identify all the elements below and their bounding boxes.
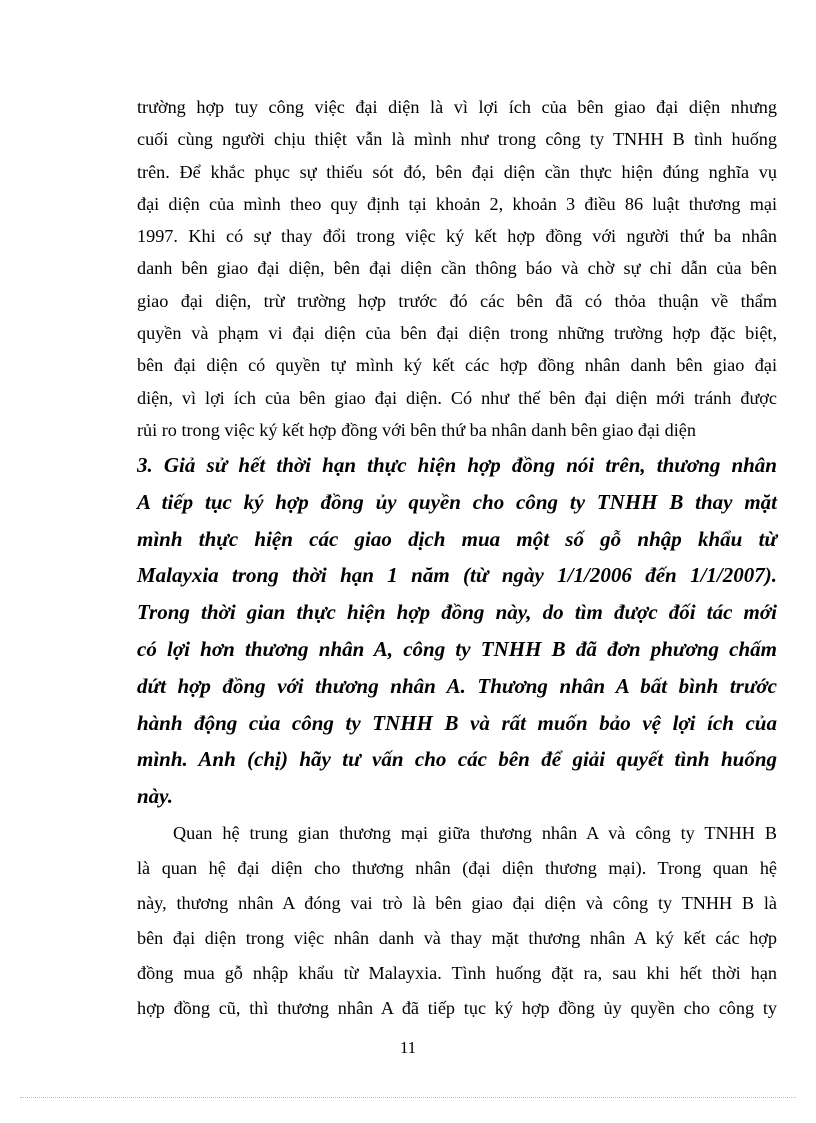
question-line: A tiếp tục ký hợp đồng ủy quyền cho công ty TNHH B thay mặt (137, 489, 777, 514)
text-line: trên. Để khắc phục sự thiếu sót đó, bên đại diện cần thực hiện đúng nghĩa vụ (137, 161, 777, 182)
text-line: bên đại diện có quyền tự mình ký kết các hợp đồng nhân danh bên giao đại (137, 355, 777, 376)
question-line: Trong thời gian thực hiện hợp đồng này, do tìm được đối tác mới (137, 600, 777, 625)
body-paragraph (137, 91, 777, 446)
text-line: là quan hệ đại diện cho thương nhân (đại diện thương mại). Trong quan hệ (137, 858, 777, 878)
question-line: có lợi hơn thương nhân A, công ty TNHH B đã đơn phương chấm (137, 636, 777, 661)
question-line: mình thực hiện các giao dịch mua một số gỗ nhập khẩu từ (137, 526, 777, 551)
text-line: Quan hệ trung gian thương mại giữa thương nhân A và công ty TNHH B (173, 823, 777, 843)
text-line: danh bên giao đại diện, bên đại diện cần thông báo và chờ sự chỉ dẫn của bên (137, 258, 777, 279)
text-line: này, thương nhân A đóng vai trò là bên giao đại diện và công ty TNHH B là (137, 893, 777, 913)
question-line: này. (137, 784, 173, 809)
question-heading (137, 447, 777, 815)
text-line: hợp đồng cũ, thì thương nhân A đã tiếp tục ký hợp đồng ủy quyền cho công ty (137, 998, 777, 1018)
text-line: giao đại diện, trừ trường hợp trước đó các bên đã có thỏa thuận về thẩm (137, 290, 777, 311)
question-line: mình. Anh (chị) hãy tư vấn cho các bên để giải quyết tình huống (137, 747, 777, 772)
page-number: 11 (399, 1038, 417, 1057)
page-break-divider (20, 1097, 796, 1098)
text-line: diện, vì lợi ích của bên giao đại diện. Có như thế bên đại diện mới tránh được (137, 387, 777, 408)
text-line: đồng mua gỗ nhập khẩu từ Malayxia. Tình huống đặt ra, sau khi hết thời hạn (137, 963, 777, 983)
text-line: cuối cùng người chịu thiệt vẫn là mình như trong công ty TNHH B tình huống (137, 129, 777, 150)
text-line: trường hợp tuy công việc đại diện là vì lợi ích của bên giao đại diện nhưng (137, 97, 777, 117)
question-line: dứt hợp đồng với thương nhân A. Thương nhân A bất bình trước (137, 673, 777, 698)
text-line: bên đại diện trong việc nhân danh và thay mặt thương nhân A ký kết các hợp (137, 928, 777, 948)
answer-paragraph (137, 816, 777, 1026)
text-line: đại diện của mình theo quy định tại khoản 2, khoản 3 điều 86 luật thương mại (137, 193, 777, 214)
question-line: 3. Giả sử hết thời hạn thực hiện hợp đồng nói trên, thương nhân (137, 453, 777, 477)
text-line: rủi ro trong việc ký kết hợp đồng với bên thứ ba nhân danh bên giao đại diện (137, 419, 696, 440)
question-line: Malayxia trong thời hạn 1 năm (từ ngày 1/1/2006 đến 1/1/2007). (137, 563, 777, 588)
text-line: 1997. Khi có sự thay đổi trong việc ký kết hợp đồng với người thứ ba nhân (137, 226, 777, 247)
text-line: quyền và phạm vi đại diện của bên đại diện trong những trường hợp đặc biệt, (137, 323, 777, 344)
question-line: hành động của công ty TNHH B và rất muốn bảo vệ lợi ích của (137, 710, 777, 735)
